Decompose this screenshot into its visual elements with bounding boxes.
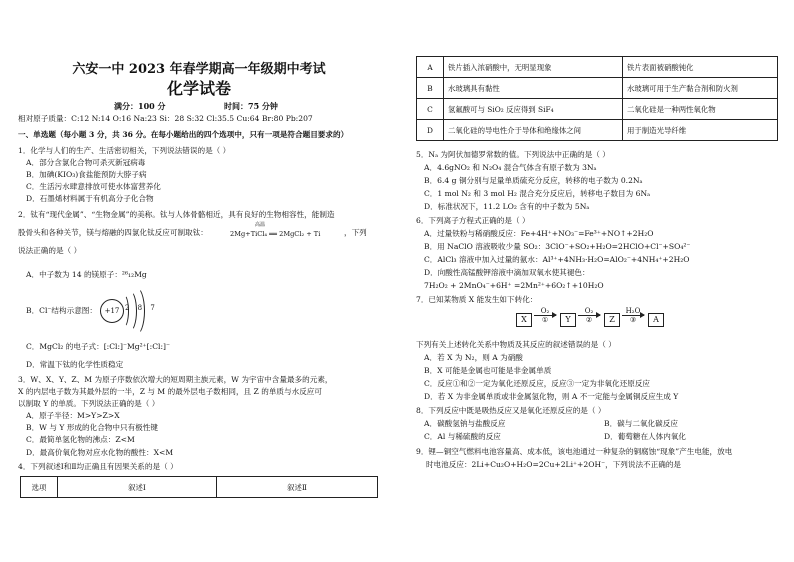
atomic-masses: 相对原子质量：C:12 N:14 O:16 Na:23 Si：28 S:32 Cl:35.5 Cu:64 Br:80 Pb:207 [18, 114, 313, 123]
q9-stem-1: 9．锂—铜空气燃料电池容量高、成本低，该电池通过一种复杂的铜腐蚀“现象”产生电能，放电 [416, 447, 733, 456]
q2-stem-4: 说法正确的是（ ） [18, 246, 82, 255]
arrow-3: H₂O ③ [622, 307, 644, 324]
q6-option-d: D．向酸性高锰酸钾溶液中滴加双氧水使其褪色： [424, 268, 590, 277]
exam-title: 六安一中 2023 年春学期高一年级期中考试 [72, 62, 326, 77]
chain-a: A [648, 313, 664, 327]
q3-stem-1: 3．W、X、Y、Z、M 为原子序数依次增大的短周期主族元素，W 为宇宙中含量最多的元素， [18, 375, 333, 384]
q4-table-header [20, 476, 378, 498]
chain-z: Z [604, 313, 620, 327]
q8-option-c: C．Al 与稀硫酸的反应 [424, 432, 501, 441]
table-cell: A [417, 57, 444, 78]
q6-stem: 6．下列离子方程式正确的是（ ） [416, 216, 530, 225]
q5-option-a: A．4.6gNO₂ 和 N₂O₄ 混合气体含有原子数为 3Nₐ [424, 163, 597, 172]
electron-counts: 2 8 7 [125, 304, 158, 312]
q8-option-d: D．葡萄糖在人体内氧化 [604, 432, 687, 441]
q6-option-c: C．AlCl₃ 溶液中加入过量的氨水：Al³⁺+4NH₃·H₂O=AlO₂⁻+4NH₄⁺+2H₂O [424, 255, 690, 264]
q5-option-d: D．标准状况下，11.2 LO₂ 含有的中子数为 5Nₐ [424, 202, 590, 211]
q2-stem-2: 股骨头和各种关节，镁与熔融的四氯化钛反应可制取钛： [18, 228, 208, 237]
q4-table [416, 56, 778, 141]
q8-option-a: A．碳酸氢钠与盐酸反应 [424, 419, 506, 428]
q3-option-b: B．W 与 Y 形成的化合物中只有极性键 [26, 423, 158, 432]
table-cell: 用于制造光导纤维 [623, 120, 778, 141]
arrow-2: O₂ ② [578, 307, 600, 324]
q6-option-a: A．过量铁粉与稀硝酸反应：Fe+4H⁺+NO₃⁻=Fe³⁺+NO↑+2H₂O [424, 229, 654, 238]
table-cell: 二氧化硅是一种两性氧化物 [623, 99, 778, 120]
table-cell: B [417, 78, 444, 99]
q9-stem-2: 时电池反应：2Li+Cu₂O+H₂O=2Cu+2Li⁺+2OH⁻，下列说法不正确的是 [426, 460, 682, 469]
q4-header-statement-2: 叙述Ⅱ [217, 477, 378, 498]
q1-option-a: A．部分含氯化合物可杀灭新冠病毒 [26, 158, 146, 167]
q2-option-a: A．中子数为 14 的镁原子：²⁶₁₂Mg [26, 270, 147, 279]
q8-option-b: B．碳与二氧化碳反应 [604, 419, 678, 428]
table-row [417, 99, 778, 120]
q7-option-c: C．反应①和②一定为氧化还原反应，反应③一定为非氧化还原反应 [424, 379, 651, 388]
q3-option-a: A．原子半径：M>Y>Z>X [26, 411, 120, 420]
table-row [417, 78, 778, 99]
chain-x: X [516, 313, 532, 327]
section-heading: 一、单选题（每小题 3 分，共 36 分。在每小题给出的四个选项中，只有一项是符合题目要求的） [18, 130, 349, 139]
q7-stem: 7．已知某物质 X 能发生如下转化： [416, 295, 538, 304]
q1-option-b: B．加碘(KIO₃)食盐能预防大脖子病 [26, 170, 147, 179]
table-cell: D [417, 120, 444, 141]
q4-header-option: 选项 [21, 477, 58, 498]
q1-option-d: D．石墨烯材料属于有机高分子化合物 [26, 194, 154, 203]
table-cell: 水玻璃具有黏性 [444, 78, 623, 99]
q3-option-d: D．最高价氧化物对应水化物的酸性：X<M [26, 448, 174, 457]
q6-option-d-equation: 7H₂O₂ + 2MnO₄⁻+6H⁺ =2Mn²⁺+6O₂↑+10H₂O [424, 281, 604, 290]
q4-header-statement-1: 叙述Ⅰ [58, 477, 217, 498]
q2-option-b: B．Cl⁻结构示意图： [26, 306, 97, 315]
q7-option-b: B．X 可能是金属也可能是非金属单质 [424, 366, 552, 375]
q7-stem-2: 下列有关上述转化关系中物质及其反应的叙述错误的是（ ） [416, 340, 616, 349]
q1-stem: 1．化学与人们的生产、生活密切相关，下列说法错误的是（ ） [18, 146, 231, 155]
q5-stem: 5．Nₐ 为阿伏加德罗常数的值。下列说法中正确的是（ ） [416, 150, 610, 159]
q7-option-d: D．若 X 为非金属单质或非金属氢化物，则 A 不一定能与金属铜反应生成 Y [424, 392, 679, 401]
q2-option-d: D．常温下钛的化学性质稳定 [26, 360, 124, 369]
q4-stem: 4．下列叙述Ⅰ和Ⅱ均正确且有因果关系的是（ ） [18, 462, 178, 471]
table-cell: 铁片表面被硝酸钝化 [623, 57, 778, 78]
q2-stem-3: ，下列 [344, 228, 367, 237]
q2-stem-1: 2．钛有“现代金属”、“生物金属”的美称。钛与人体骨骼相近，具有良好的生物相容性，能制造 [18, 210, 335, 219]
right-column [416, 0, 778, 562]
chloride-nucleus: +17 [100, 299, 124, 323]
q7-option-a: A．若 X 为 N₂，则 A 为硝酸 [424, 353, 523, 362]
chain-y: Y [560, 313, 576, 327]
table-cell: 二氧化硅的导电性介于导体和绝缘体之间 [444, 120, 623, 141]
subject-title: 化学试卷 [166, 79, 231, 98]
table-cell: C [417, 99, 444, 120]
score-info: 满分：100 分 [114, 101, 166, 111]
q3-stem-2: X 的内层电子数为其最外层的一半，Z 与 M 的最外层电子数相同，且 Z 的单质与水反应可 [18, 387, 322, 396]
q5-option-c: C．1 mol N₂ 和 3 mol H₂ 混合充分反应后，转移电子数目为 6Nₐ [424, 189, 651, 198]
q1-option-c: C．生活污水肆意排放可使水体富营养化 [26, 182, 161, 191]
q2-option-c: C．MgCl₂ 的电子式：[:Cl:]⁻Mg²⁺[:Cl:]⁻ [26, 342, 170, 351]
table-row [417, 120, 778, 141]
table-row [417, 57, 778, 78]
left-column [18, 0, 380, 562]
table-cell: 水玻璃可用于生产黏合剂和防火剂 [623, 78, 778, 99]
arrow-1: O₂ ① [534, 307, 556, 324]
time-info: 时间：75 分钟 [224, 101, 278, 111]
table-cell: 氢氟酸可与 SiO₂ 反应得到 SiF₄ [444, 99, 623, 120]
q6-option-b: B．用 NaClO 溶液吸收少量 SO₂：3ClO⁻+SO₂+H₂O=2HClO+Cl⁻+SO₄²⁻ [424, 242, 691, 251]
q8-stem: 8．下列反应中既是吸热反应又是氧化还原反应的是（ ） [416, 406, 606, 415]
q2-equation: 2Mg+TiCl₄ ══ 2MgCl₂ + Ti [230, 230, 321, 238]
q3-option-c: C．最简单氢化物的沸点：Z<M [26, 435, 135, 444]
q3-stem-3: 以制取 Y 的单质。下列说法正确的是（ ） [18, 399, 160, 408]
q2-condition: 高温 [255, 222, 266, 228]
q5-option-b: B．6.4 g 铜分别与足量单质硫充分反应，转移的电子数为 0.2Nₐ [424, 176, 643, 185]
table-cell: 铁片插入浓硝酸中，无明显现象 [444, 57, 623, 78]
